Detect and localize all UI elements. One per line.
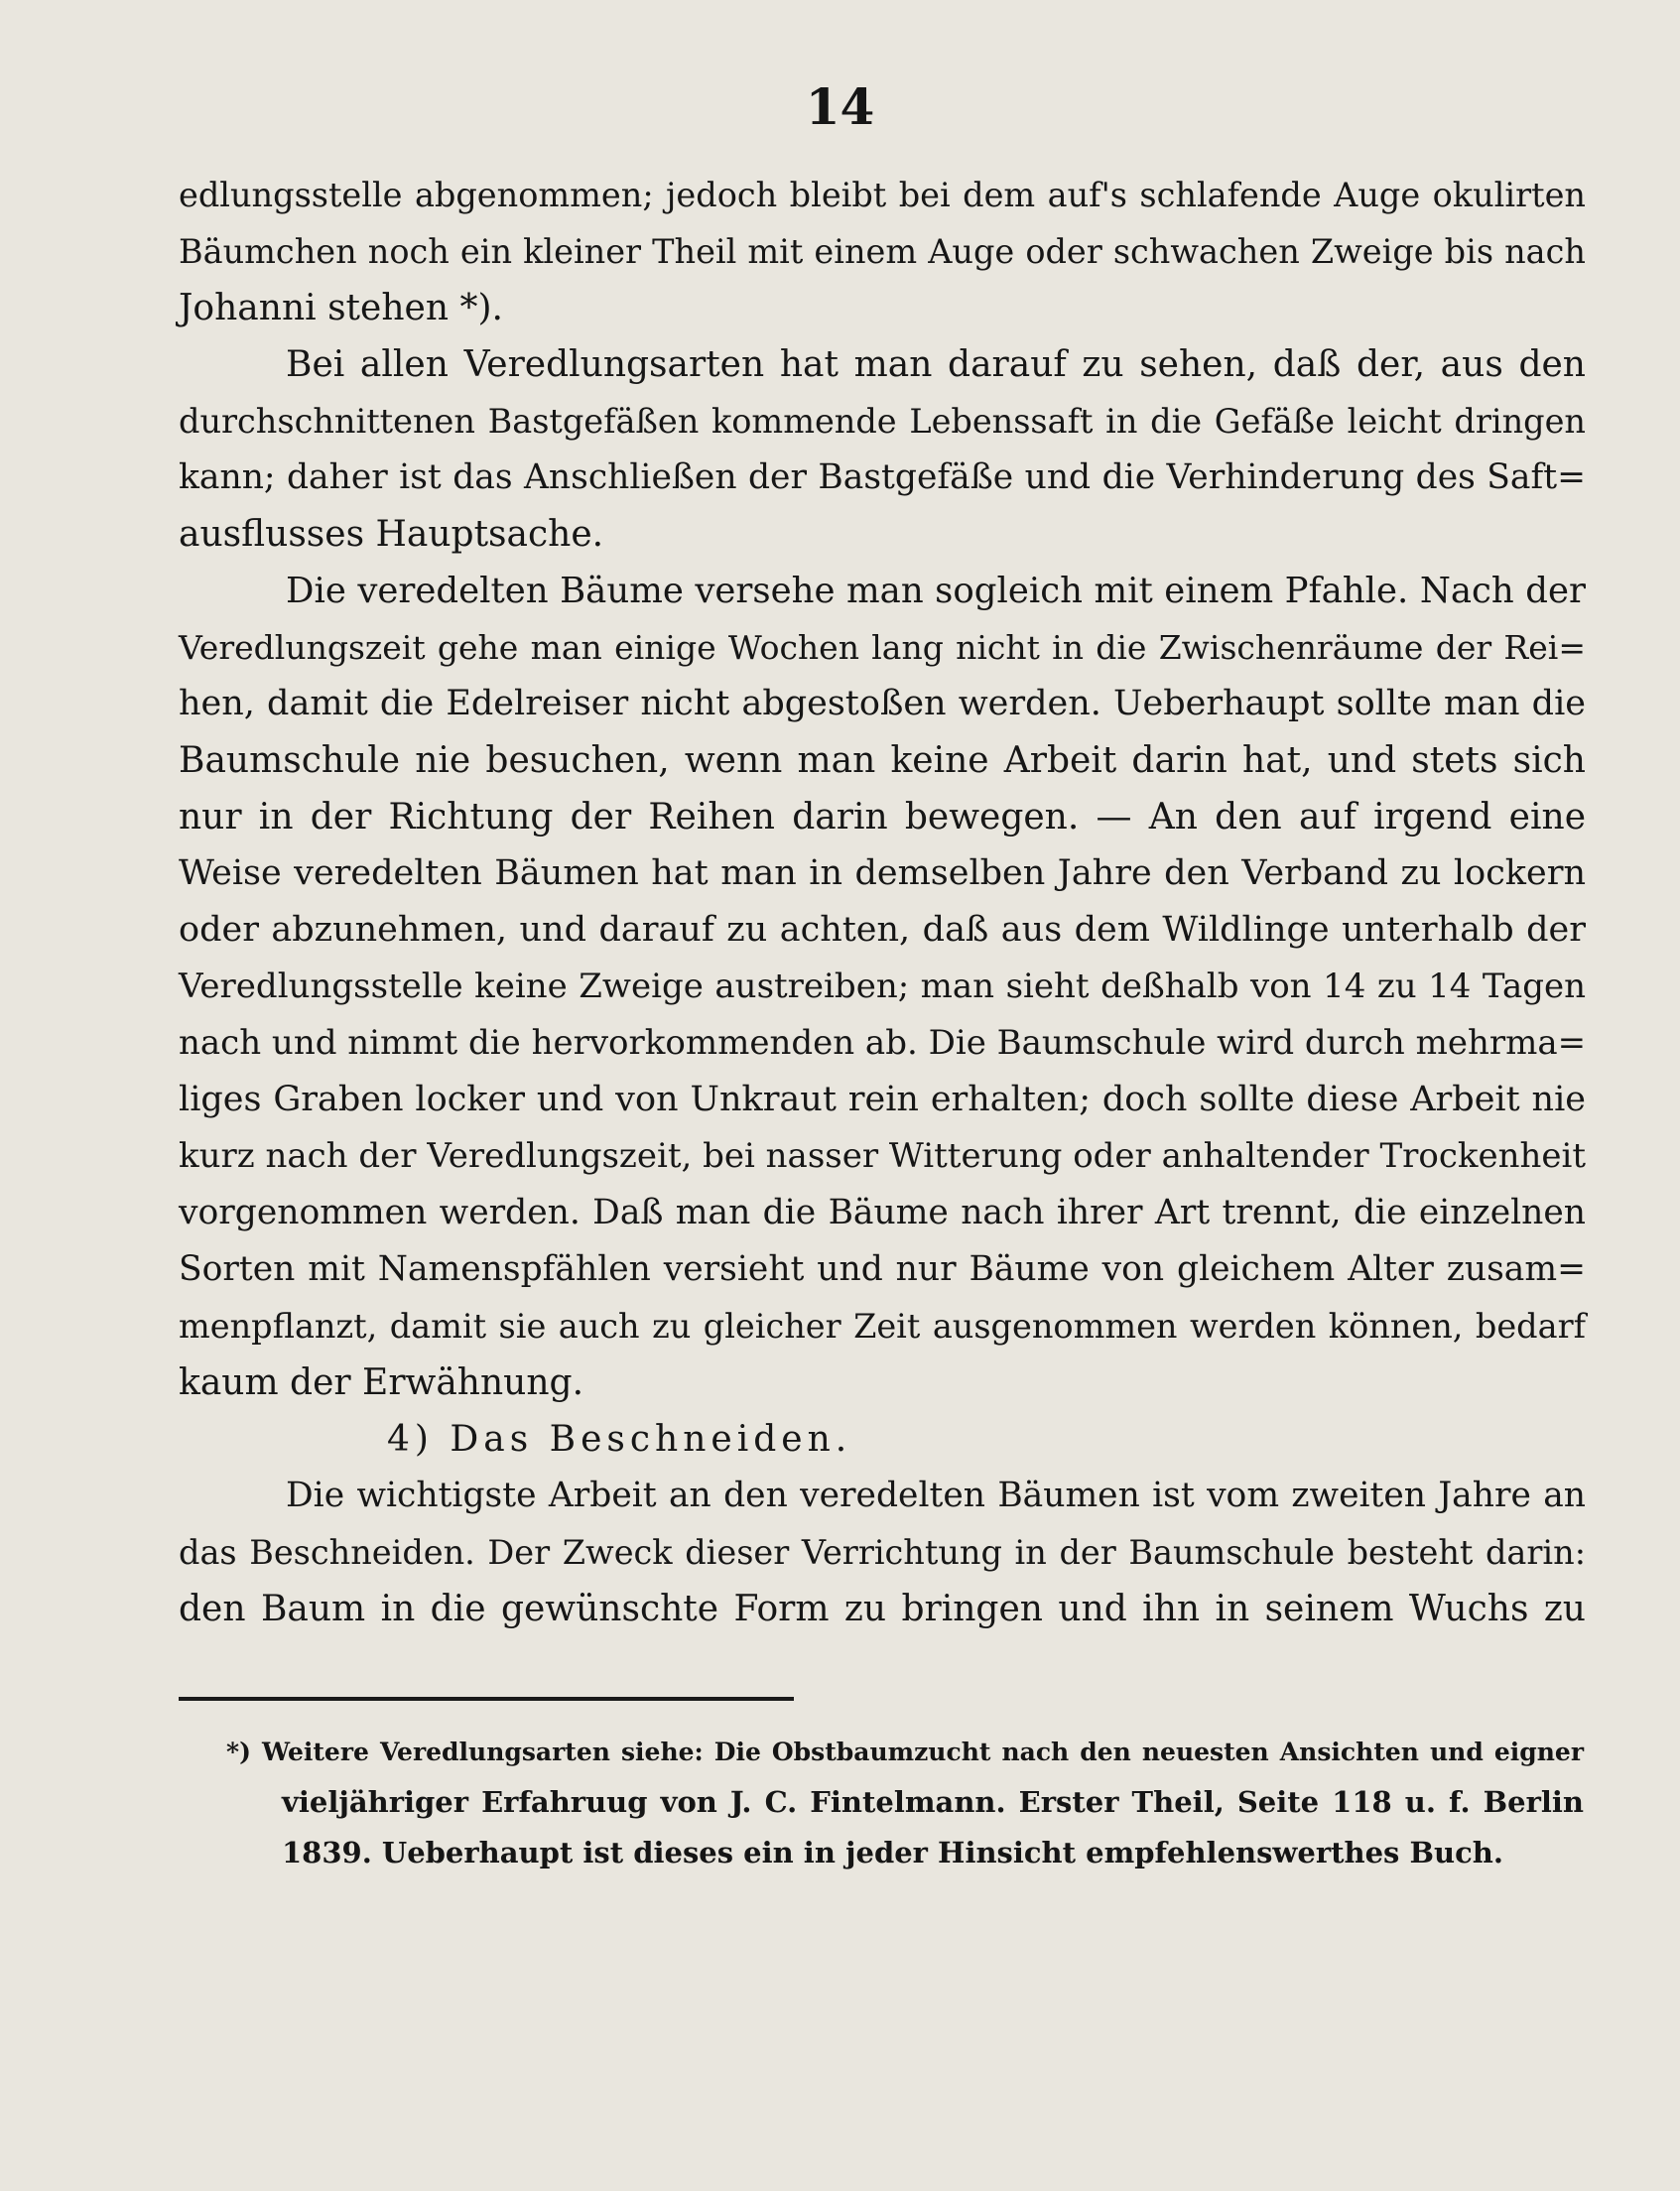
text-line: kaum der Erwähnung. xyxy=(179,1362,584,1403)
footnote-divider xyxy=(179,1697,794,1701)
text-line: Weise veredelten Bäumen hat man in demselben Jahre den Verband zu lockern xyxy=(179,853,1586,893)
text-line: oder abzunehmen, und darauf zu achten, daß aus dem Wildlinge unterhalb der xyxy=(179,910,1586,950)
text-line: Die wichtigste Arbeit an den veredelten Bäumen ist vom zweiten Jahre an xyxy=(286,1476,1586,1515)
text-line: Bäumchen noch ein kleiner Theil mit einem Auge oder schwachen Zweige bis nach xyxy=(179,232,1586,271)
text-line: kurz nach der Veredlungszeit, bei nasser Witterung oder anhaltender Trockenheit xyxy=(179,1136,1587,1176)
text-line: kann; daher ist das Anschließen der Bastgefäße und die Verhinderung des Saft= xyxy=(179,457,1586,497)
text-line: vorgenommen werden. Daß man die Bäume nach ihrer Art trennt, die einzelnen xyxy=(179,1193,1586,1232)
text-line: das Beschneiden. Der Zweck dieser Verrichtung in der Baumschule besteht darin: xyxy=(179,1533,1586,1572)
footnote xyxy=(226,1727,1584,1878)
text-line: Baumschule nie besuchen, wenn man keine Arbeit darin hat, und stets sich xyxy=(179,740,1586,781)
text-line: Bei allen Veredlungsarten hat man darauf zu sehen, daß der, aus den xyxy=(286,344,1586,385)
text-line: Veredlungsstelle keine Zweige austreiben; man sieht deßhalb von 14 zu 14 Tagen xyxy=(179,967,1586,1006)
footnote-line: 1839. Ueberhaupt ist dieses ein in jeder Hinsicht empfehlenswerthes Buch. xyxy=(282,1836,1503,1869)
page-number: 14 xyxy=(805,77,875,136)
text-line: hen, damit die Edelreiser nicht abgestoßen werden. Ueberhaupt sollte man die xyxy=(179,684,1586,723)
text-line: menpflanzt, damit sie auch zu gleicher Zeit ausgenommen werden können, bedarf xyxy=(179,1307,1586,1346)
text-line: ausflusses Hauptsache. xyxy=(179,514,604,555)
text-line: Veredlungszeit gehe man einige Wochen lang nicht in die Zwischenräume der Rei= xyxy=(179,628,1586,667)
section-heading: 4) Das Beschneiden. xyxy=(387,1419,852,1460)
text-line: Sorten mit Namenspfählen versieht und nur Bäume von gleichem Alter zusam= xyxy=(179,1249,1586,1289)
text-line: nur in der Richtung der Reihen darin bewegen. — An den auf irgend eine xyxy=(179,797,1586,838)
text-line: durchschnittenen Bastgefäßen kommende Lebenssaft in die Gefäße leicht dringen xyxy=(179,402,1586,441)
text-line: Die veredelten Bäume versehe man sogleich mit einem Pfahle. Nach der xyxy=(286,571,1586,611)
footnote-line: vieljähriger Erfahruug von J. C. Fintelmann. Erster Theil, Seite 118 u. f. Berlin xyxy=(282,1785,1584,1819)
text-line: Johanni stehen *). xyxy=(179,288,503,328)
text-line: liges Graben locker und von Unkraut rein erhalten; doch sollte diese Arbeit nie xyxy=(179,1080,1586,1119)
text-line: nach und nimmt die hervorkommenden ab. Die Baumschule wird durch mehrma= xyxy=(179,1023,1587,1063)
main-text xyxy=(179,167,1586,1637)
text-line: edlungsstelle abgenommen; jedoch bleibt bei dem auf's schlafende Auge okulirten xyxy=(179,176,1586,214)
footnote-line: *) Weitere Veredlungsarten siehe: Die Obstbaumzucht nach den neuesten Ansichten und eigner xyxy=(226,1738,1584,1766)
text-line: den Baum in die gewünschte Form zu bringen und ihn in seinem Wuchs zu xyxy=(179,1589,1586,1629)
